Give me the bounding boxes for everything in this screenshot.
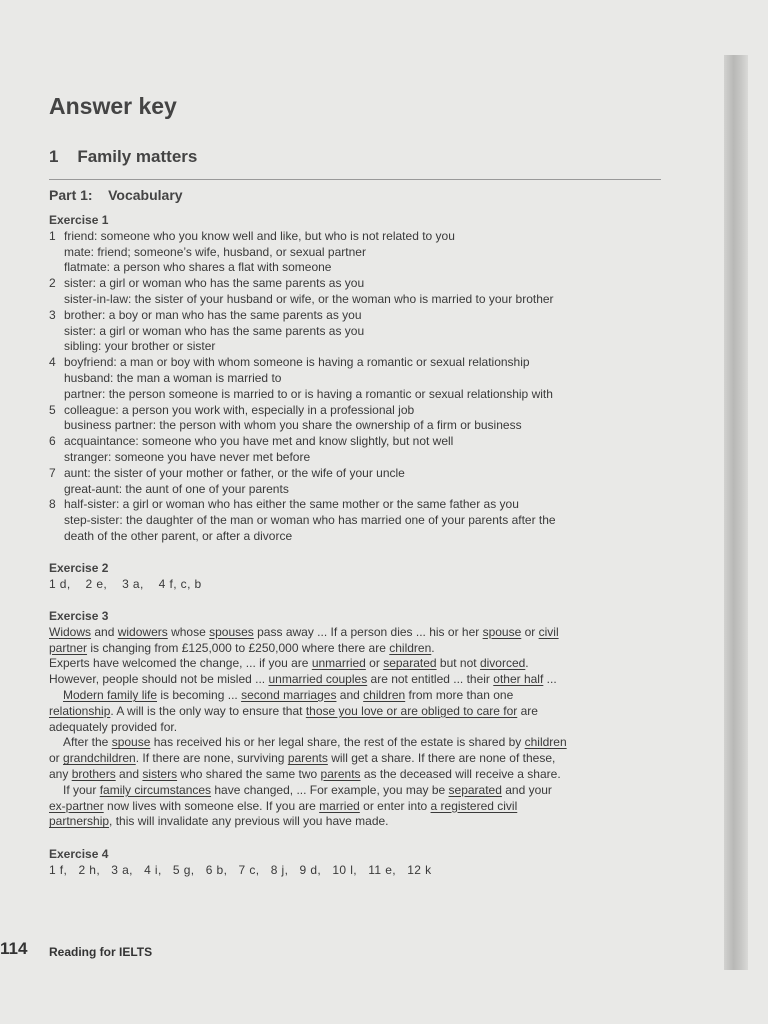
text-segment: Experts have welcomed the change, ... if you are	[49, 656, 312, 671]
list-item	[49, 466, 664, 498]
text-line	[49, 720, 664, 736]
underlined-word: second marriages	[241, 687, 337, 702]
definition-line: flatmate: a person who shares a flat with someone	[64, 260, 332, 275]
exercise-2-answers: 1 d, 2 e, 3 a, 4 f, c, b	[49, 576, 202, 591]
text-segment: After the	[63, 735, 112, 750]
text-line	[49, 656, 664, 672]
text-segment: or	[521, 624, 539, 639]
page-title: Answer key	[49, 93, 177, 119]
underlined-word: widowers	[117, 624, 168, 639]
underlined-word: unmarried couples	[268, 672, 368, 687]
underlined-word: relationship	[49, 703, 111, 718]
exercise-1-list	[49, 229, 664, 545]
text-segment: and your	[501, 782, 552, 797]
item-number: 4	[49, 355, 56, 370]
exercise-3-heading: Exercise 3	[49, 609, 109, 623]
exercise-1	[49, 213, 664, 545]
underlined-word: family circumstances	[99, 782, 212, 797]
underlined-word: unmarried	[311, 656, 366, 671]
definition-line: sister: a girl or woman who has the same parents as you	[64, 276, 365, 291]
list-item	[49, 229, 664, 276]
book-spine-shadow	[724, 55, 748, 970]
exercise-1-heading: Exercise 1	[49, 213, 109, 227]
item-number: 7	[49, 465, 56, 480]
text-segment: is changing from £125,000 to £250,000 where there are	[87, 640, 390, 655]
heading-divider	[49, 179, 661, 180]
text-segment: has received his or her legal share, the rest of the estate is shared by	[150, 735, 525, 750]
book-title: Reading for IELTS	[49, 945, 153, 959]
text-segment: pass away ... If a person dies ... his or her	[253, 624, 483, 639]
item-number: 5	[49, 402, 56, 417]
text-segment: .	[525, 656, 529, 671]
text-segment: whose	[167, 624, 210, 639]
definition-line: business partner: the person with whom you share the ownership of a firm or business	[64, 418, 522, 433]
text-segment: , this will invalidate any previous will you have made.	[109, 814, 389, 829]
definition-line: boyfriend: a man or boy with whom someone is having a romantic or sexual relationship	[64, 355, 530, 370]
exercise-3	[49, 609, 664, 830]
definition-line: partner: the person someone is married to or is having a romantic or sexual relationship with	[64, 386, 553, 401]
underlined-word: separated	[383, 656, 437, 671]
definition-line: sister: a girl or woman who has the same parents as you	[64, 323, 365, 338]
text-segment: or	[365, 656, 384, 671]
text-segment: but not	[436, 656, 480, 671]
text-line	[49, 688, 664, 704]
definition-line: husband: the man a woman is married to	[64, 370, 282, 385]
text-segment: as the deceased will receive a share.	[360, 766, 561, 781]
exercise-4-heading: Exercise 4	[49, 847, 109, 861]
definition-line: friend: someone who you know well and like, but who is not related to you	[64, 228, 455, 243]
text-line	[49, 625, 664, 641]
definition-line: aunt: the sister of your mother or father, or the wife of your uncle	[64, 465, 405, 480]
underlined-word: married	[319, 798, 360, 813]
definition-line: acquaintance: someone who you have met and know slightly, but not well	[64, 434, 454, 449]
text-segment: have changed, ... For example, you may be	[211, 782, 449, 797]
underlined-word: grandchildren	[63, 751, 136, 766]
text-segment: adequately provided for.	[49, 719, 178, 734]
item-number: 8	[49, 497, 56, 512]
text-line	[49, 767, 664, 783]
underlined-word: parents	[287, 751, 328, 766]
definition-line: sibling: your brother or sister	[64, 339, 216, 354]
text-segment: is becoming ...	[157, 687, 242, 702]
text-segment: who shared the same two	[177, 766, 321, 781]
definition-line: step-sister: the daughter of the man or woman who has married one of your parents after the	[64, 513, 556, 528]
list-item	[49, 276, 664, 308]
text-segment: or	[49, 751, 64, 766]
list-item	[49, 497, 664, 544]
item-number: 1	[49, 228, 56, 243]
text-segment: . If there are none, surviving	[135, 751, 288, 766]
list-item	[49, 308, 664, 355]
underlined-word: partner	[49, 640, 88, 655]
definition-line: stranger: someone you have never met before	[64, 449, 311, 464]
underlined-word: ex-partner	[49, 798, 104, 813]
exercise-2-heading: Exercise 2	[49, 561, 109, 575]
underlined-word: partnership	[49, 814, 110, 829]
text-segment: and	[336, 687, 364, 702]
underlined-word: a registered civil	[430, 798, 518, 813]
paragraph	[49, 783, 664, 830]
text-line	[49, 672, 664, 688]
definition-line: colleague: a person you work with, especially in a professional job	[64, 402, 415, 417]
underlined-word: civil	[538, 624, 559, 639]
underlined-word: spouse	[482, 624, 522, 639]
text-line	[49, 704, 664, 720]
underlined-word: children	[524, 735, 567, 750]
underlined-word: spouse	[111, 735, 151, 750]
underlined-word: children	[389, 640, 432, 655]
underlined-word: separated	[448, 782, 502, 797]
exercise-4-answers: 1 f, 2 h, 3 a, 4 i, 5 g, 6 b, 7 c, 8 j, 9 d, 10 l, 11 e, 12 k	[49, 862, 432, 877]
part-heading: Part 1: Vocabulary	[49, 187, 183, 203]
underlined-word: other half	[493, 672, 544, 687]
item-number: 6	[49, 434, 56, 449]
definition-line: death of the other parent, or after a divorce	[64, 528, 293, 543]
text-line	[49, 814, 664, 830]
text-line	[49, 751, 664, 767]
list-item	[49, 403, 664, 435]
text-line	[49, 735, 664, 751]
text-line	[49, 783, 664, 799]
exercise-2	[49, 561, 202, 593]
text-line	[49, 799, 664, 815]
underlined-word: children	[363, 687, 406, 702]
definition-line: sister-in-law: the sister of your husband or wife, or the woman who is married to your brother	[64, 291, 554, 306]
paragraph	[49, 688, 664, 735]
text-segment: and	[115, 766, 143, 781]
item-number: 3	[49, 307, 56, 322]
text-segment: or enter into	[359, 798, 431, 813]
underlined-word: brothers	[71, 766, 116, 781]
text-segment: .	[431, 640, 435, 655]
text-segment: any	[49, 766, 72, 781]
definition-line: great-aunt: the aunt of one of your parents	[64, 481, 289, 496]
chapter-heading: 1 Family matters	[49, 147, 198, 166]
list-item	[49, 434, 664, 466]
exercise-4	[49, 847, 432, 879]
text-segment: are	[517, 703, 538, 718]
text-segment: If your	[63, 782, 100, 797]
text-segment: will get a share. If there are none of these,	[327, 751, 556, 766]
underlined-word: those you love or are obliged to care for	[305, 703, 518, 718]
item-number: 2	[49, 276, 56, 291]
list-item	[49, 355, 664, 402]
text-segment: . A will is the only way to ensure that	[110, 703, 306, 718]
text-segment: now lives with someone else. If you are	[103, 798, 320, 813]
underlined-word: Widows	[49, 624, 92, 639]
paragraph	[49, 625, 664, 688]
definition-line: brother: a boy or man who has the same parents as you	[64, 307, 362, 322]
page-number: 114	[0, 939, 28, 958]
exercise-3-body	[49, 625, 664, 830]
definition-line: half-sister: a girl or woman who has either the same mother or the same father as you	[64, 497, 519, 512]
text-segment: from more than one	[405, 687, 514, 702]
underlined-word: parents	[320, 766, 361, 781]
text-segment: are not entitled ... their	[367, 672, 494, 687]
text-line	[49, 641, 664, 657]
text-segment: ...	[543, 672, 557, 687]
text-segment: and	[91, 624, 118, 639]
underlined-word: sisters	[142, 766, 178, 781]
underlined-word: divorced	[479, 656, 526, 671]
underlined-word: Modern family life	[63, 687, 158, 702]
paragraph	[49, 735, 664, 782]
definition-line: mate: friend; someone’s wife, husband, or sexual partner	[64, 244, 366, 259]
text-segment: However, people should not be misled ...	[49, 672, 269, 687]
underlined-word: spouses	[209, 624, 254, 639]
